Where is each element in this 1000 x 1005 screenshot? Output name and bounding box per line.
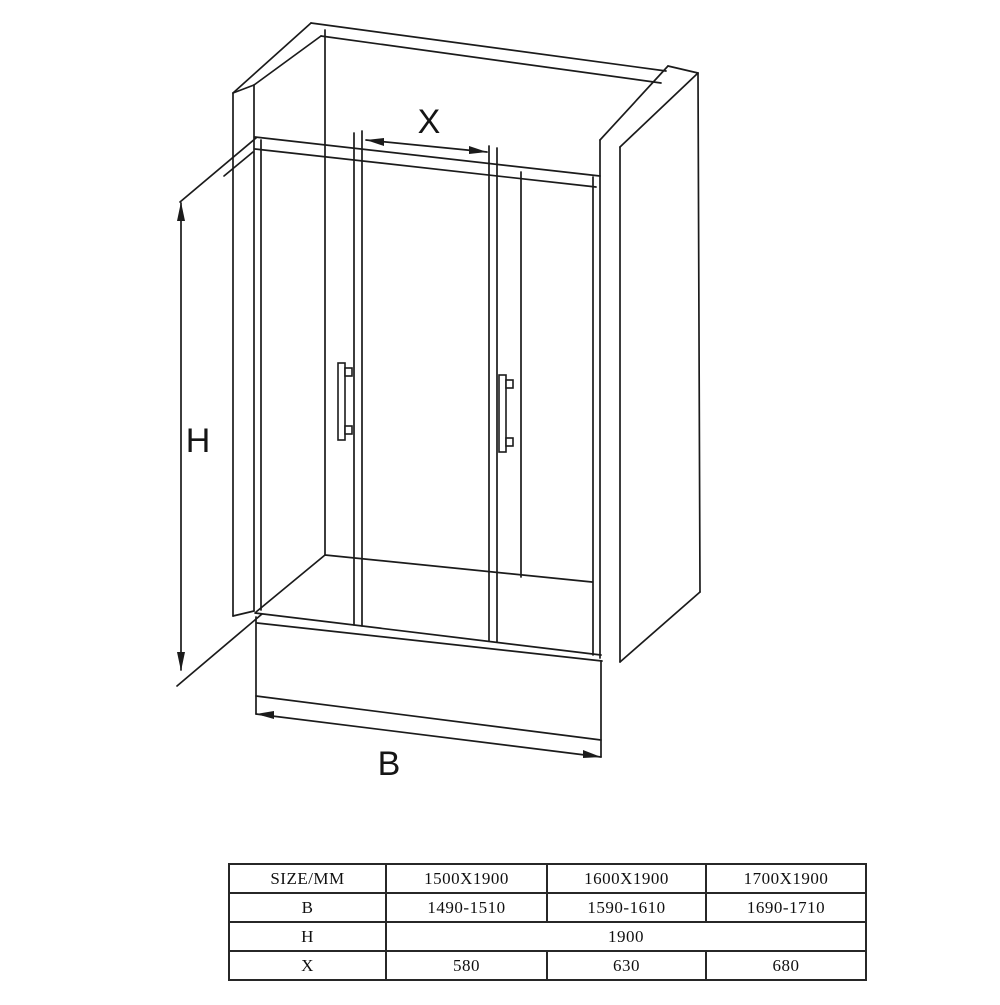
value-cell: 630 (547, 951, 706, 980)
left-wall-strip (233, 85, 254, 616)
value-cell: 1590-1610 (547, 893, 706, 922)
value-cell: 1690-1710 (706, 893, 866, 922)
dimension-b (256, 711, 601, 783)
shower-tray (255, 555, 602, 757)
header-cell: 1700X1900 (706, 864, 866, 893)
table-row-sizes (229, 864, 866, 893)
row-label-cell: B (229, 893, 386, 922)
header-cell: 1600X1900 (547, 864, 706, 893)
value-cell-merged: 1900 (386, 922, 866, 951)
value-cell: 1490-1510 (386, 893, 547, 922)
size-table (228, 863, 867, 981)
dim-label-b: B (377, 745, 401, 783)
size-table-grid (228, 863, 867, 981)
header-cell: SIZE/MM (229, 864, 386, 893)
value-cell: 580 (386, 951, 547, 980)
left-door-handle (338, 363, 352, 440)
dimension-x (366, 103, 487, 154)
dim-label-x: X (417, 103, 441, 141)
right-wall-strip (600, 66, 700, 662)
top-rim (233, 23, 666, 93)
right-door-handle (499, 375, 513, 452)
row-label-cell: H (229, 922, 386, 951)
table-row-b (229, 893, 866, 922)
table-row-h (229, 922, 866, 951)
row-label-cell: X (229, 951, 386, 980)
dim-label-h: H (185, 422, 211, 460)
dimension-h (177, 138, 262, 686)
table-row-x (229, 951, 866, 980)
value-cell: 680 (706, 951, 866, 980)
header-cell: 1500X1900 (386, 864, 547, 893)
